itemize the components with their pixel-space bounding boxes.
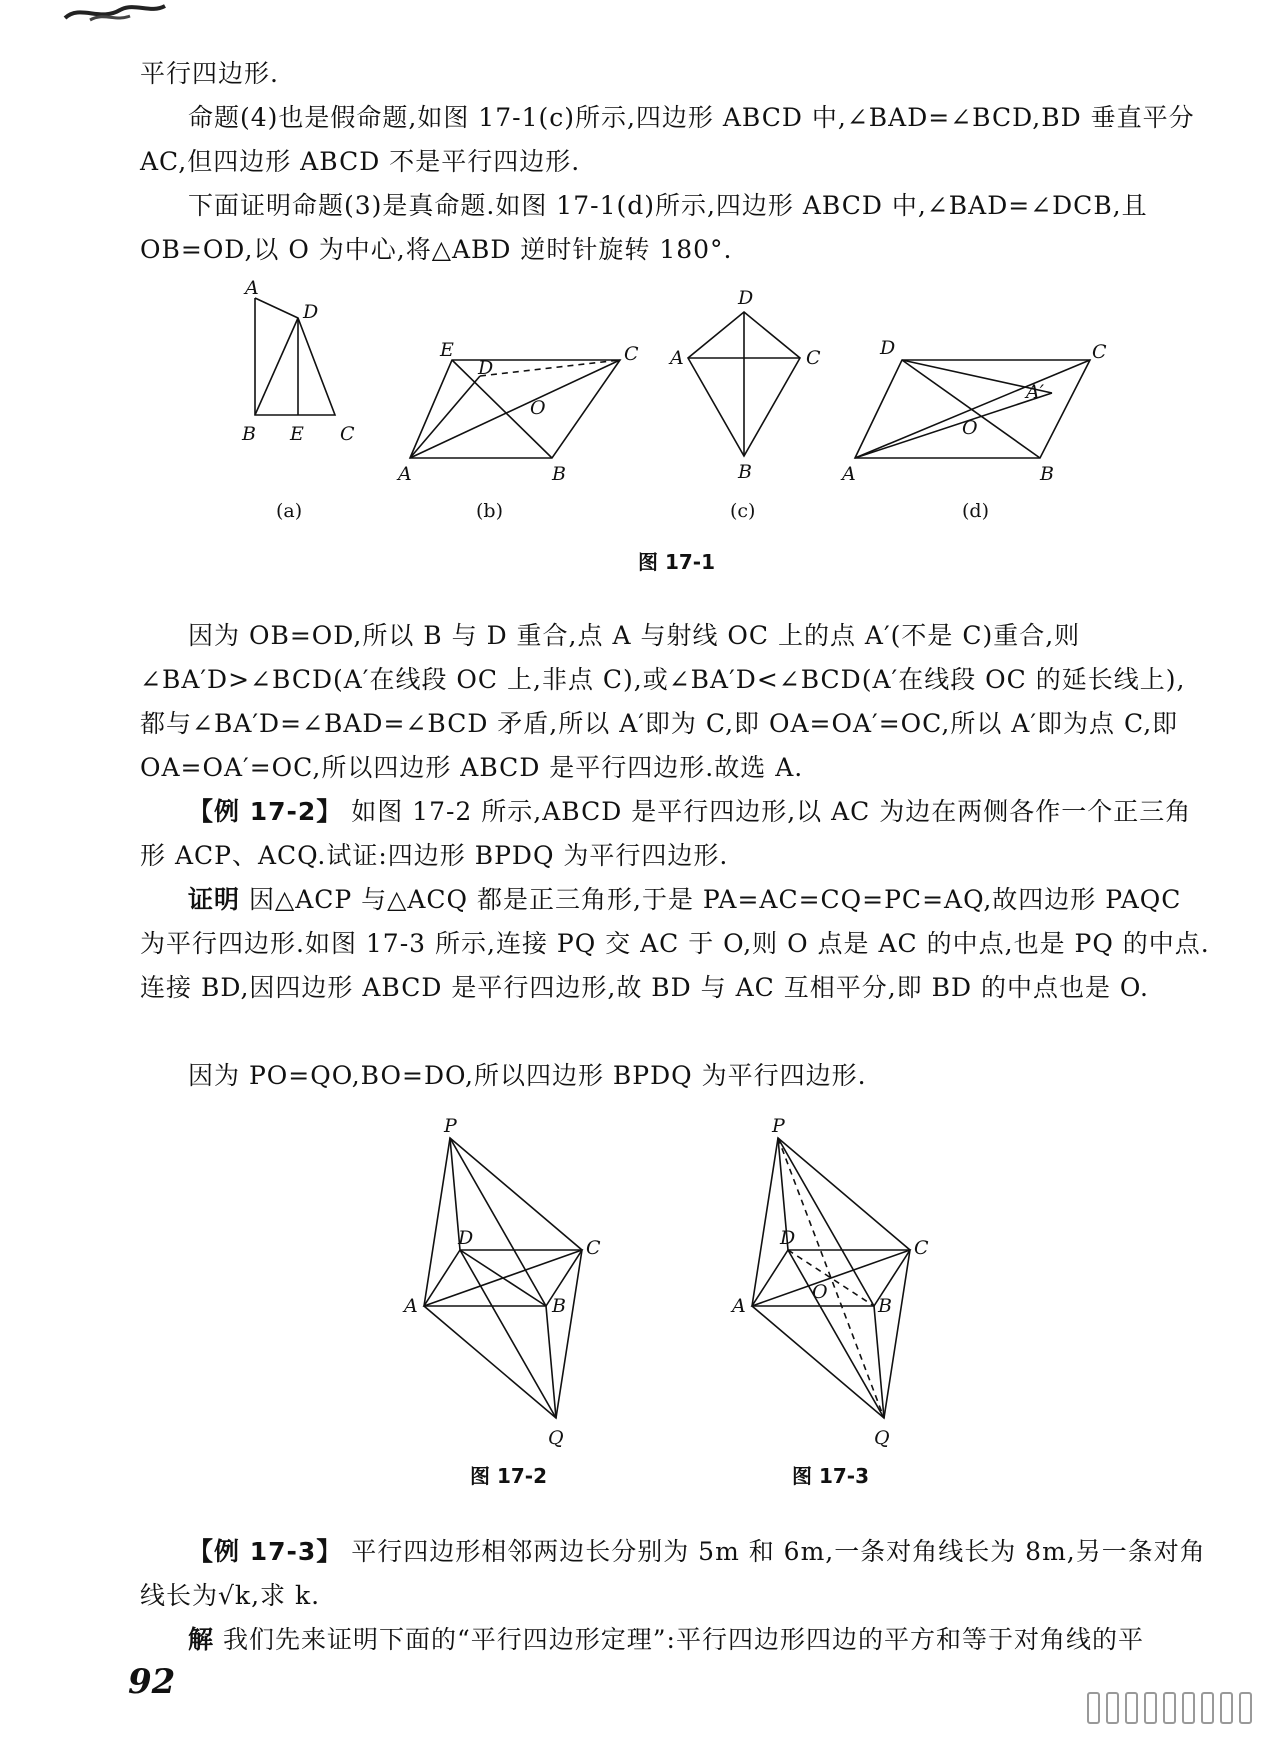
label-B: B — [878, 1295, 892, 1317]
figure-17-3-caption: 图 17-3 — [792, 1464, 870, 1488]
figure-17-2 — [400, 1112, 610, 1452]
paragraph-proposition-4: 命题(4)也是假命题,如图 17-1(c)所示,四边形 ABCD 中,∠BAD=∠BCD,BD 垂直平分 AC,但四边形 ABCD 不是平行四边形. — [140, 103, 1195, 176]
label-Q: Q — [548, 1427, 564, 1449]
subcaption-d: (d) — [962, 500, 989, 522]
figure-17-1b — [390, 330, 650, 490]
label-C: C — [340, 423, 355, 445]
figure-17-2-caption: 图 17-2 — [470, 1464, 548, 1488]
paragraph-conclusion: 因为 PO=QO,BO=DO,所以四边形 BPDQ 为平行四边形. — [188, 1061, 867, 1090]
example-17-3 — [140, 1530, 1210, 1618]
label-P: P — [444, 1115, 457, 1137]
example-17-3-tag: 【例 17-3】 — [188, 1537, 343, 1566]
label-A: A — [732, 1295, 746, 1317]
subcaption-a: (a) — [276, 500, 303, 522]
label-O: O — [962, 417, 978, 439]
figure-17-3 — [728, 1112, 938, 1452]
label-A: A — [842, 463, 856, 485]
label-C: C — [914, 1237, 929, 1259]
label-C: C — [624, 343, 639, 365]
watermark-bars — [1087, 1692, 1252, 1724]
figure-17-1-caption: 图 17-1 — [638, 550, 716, 574]
label-C: C — [586, 1237, 601, 1259]
paragraph-proposition-3: 下面证明命题(3)是真命题.如图 17-1(d)所示,四边形 ABCD 中,∠BAD=∠DCB,且 OB=OD,以 O 为中心,将△ABD 逆时针旋转 180°. — [140, 191, 1148, 264]
example-17-2-tag: 【例 17-2】 — [188, 797, 343, 826]
paragraph-continuation: 平行四边形. — [140, 59, 279, 88]
solution-17-3 — [140, 1618, 1210, 1662]
solution-text: 我们先来证明下面的“平行四边形定理”:平行四边形四边的平方和等于对角线的平 — [214, 1625, 1144, 1654]
label-A: A — [245, 280, 259, 299]
label-O: O — [530, 397, 546, 419]
label-E: E — [290, 423, 304, 445]
label-B: B — [552, 1295, 566, 1317]
example-17-2 — [140, 790, 1210, 878]
figure-17-1d — [840, 338, 1130, 488]
example-17-2-text: 如图 17-2 所示,ABCD 是平行四边形,以 AC 为边在两侧各作一个正三角形 ACP、ACQ.试证:四边形 BPDQ 为平行四边形. — [140, 797, 1192, 870]
paragraph-proof-contradiction: 因为 OB=OD,所以 B 与 D 重合,点 A 与射线 OC 上的点 A′(不是 C)重合,则∠BA′D>∠BCD(A′在线段 OC 上,非点 C),或∠BA′D<∠BCD(A′在线段 OC 的延长线上),都与∠BA′D=∠BAD=∠BCD 矛盾,所以 A′即为 C,即 OA=OA′=OC,所以 A′即为点 C,即 OA=OA′=OC,所以四边形 ABCD 是平行四边形.故选 A. — [140, 621, 1186, 782]
label-E: E — [440, 339, 454, 361]
solution-tag: 解 — [188, 1625, 215, 1654]
label-D: D — [458, 1227, 474, 1249]
label-B: B — [552, 463, 566, 485]
proof-17-2 — [140, 878, 1210, 1010]
subcaption-b: (b) — [476, 500, 503, 522]
figure-17-1c — [660, 288, 830, 488]
label-D: D — [303, 301, 319, 323]
label-A: A — [670, 347, 684, 369]
label-D: D — [780, 1227, 796, 1249]
label-Q: Q — [874, 1427, 890, 1449]
label-A: A — [398, 463, 412, 485]
subcaption-c: (c) — [730, 500, 756, 522]
label-D: D — [478, 357, 494, 379]
proof-tag: 证明 — [188, 885, 241, 914]
label-D: D — [880, 338, 896, 359]
label-D: D — [738, 288, 754, 309]
label-B: B — [1040, 463, 1054, 485]
proof-text: 因△ACP 与△ACQ 都是正三角形,于是 PA=AC=CQ=PC=AQ,故四边形 PAQC 为平行四边形.如图 17-3 所示,连接 PQ 交 AC 于 O,则 O 点是 AC 的中点,也是 PQ 的中点.连接 BD,因四边形 ABCD 是平行四边形,故 BD 与 AC 互相平分,即 BD 的中点也是 O. — [140, 885, 1210, 1002]
label-A-prime: A′ — [1026, 381, 1045, 403]
label-C: C — [1092, 341, 1107, 363]
page-number: 92 — [128, 1662, 176, 1702]
label-B: B — [242, 423, 256, 445]
label-C: C — [806, 347, 821, 369]
label-A: A — [404, 1295, 418, 1317]
example-17-3-text: 平行四边形相邻两边长分别为 5m 和 6m,一条对角线长为 8m,另一条对角线长为√k,求 k. — [140, 1537, 1206, 1610]
header-logo-fragment — [60, 0, 170, 22]
label-B: B — [738, 461, 752, 483]
figure-17-1a — [240, 280, 370, 480]
label-O: O — [812, 1281, 828, 1303]
label-P: P — [772, 1115, 785, 1137]
